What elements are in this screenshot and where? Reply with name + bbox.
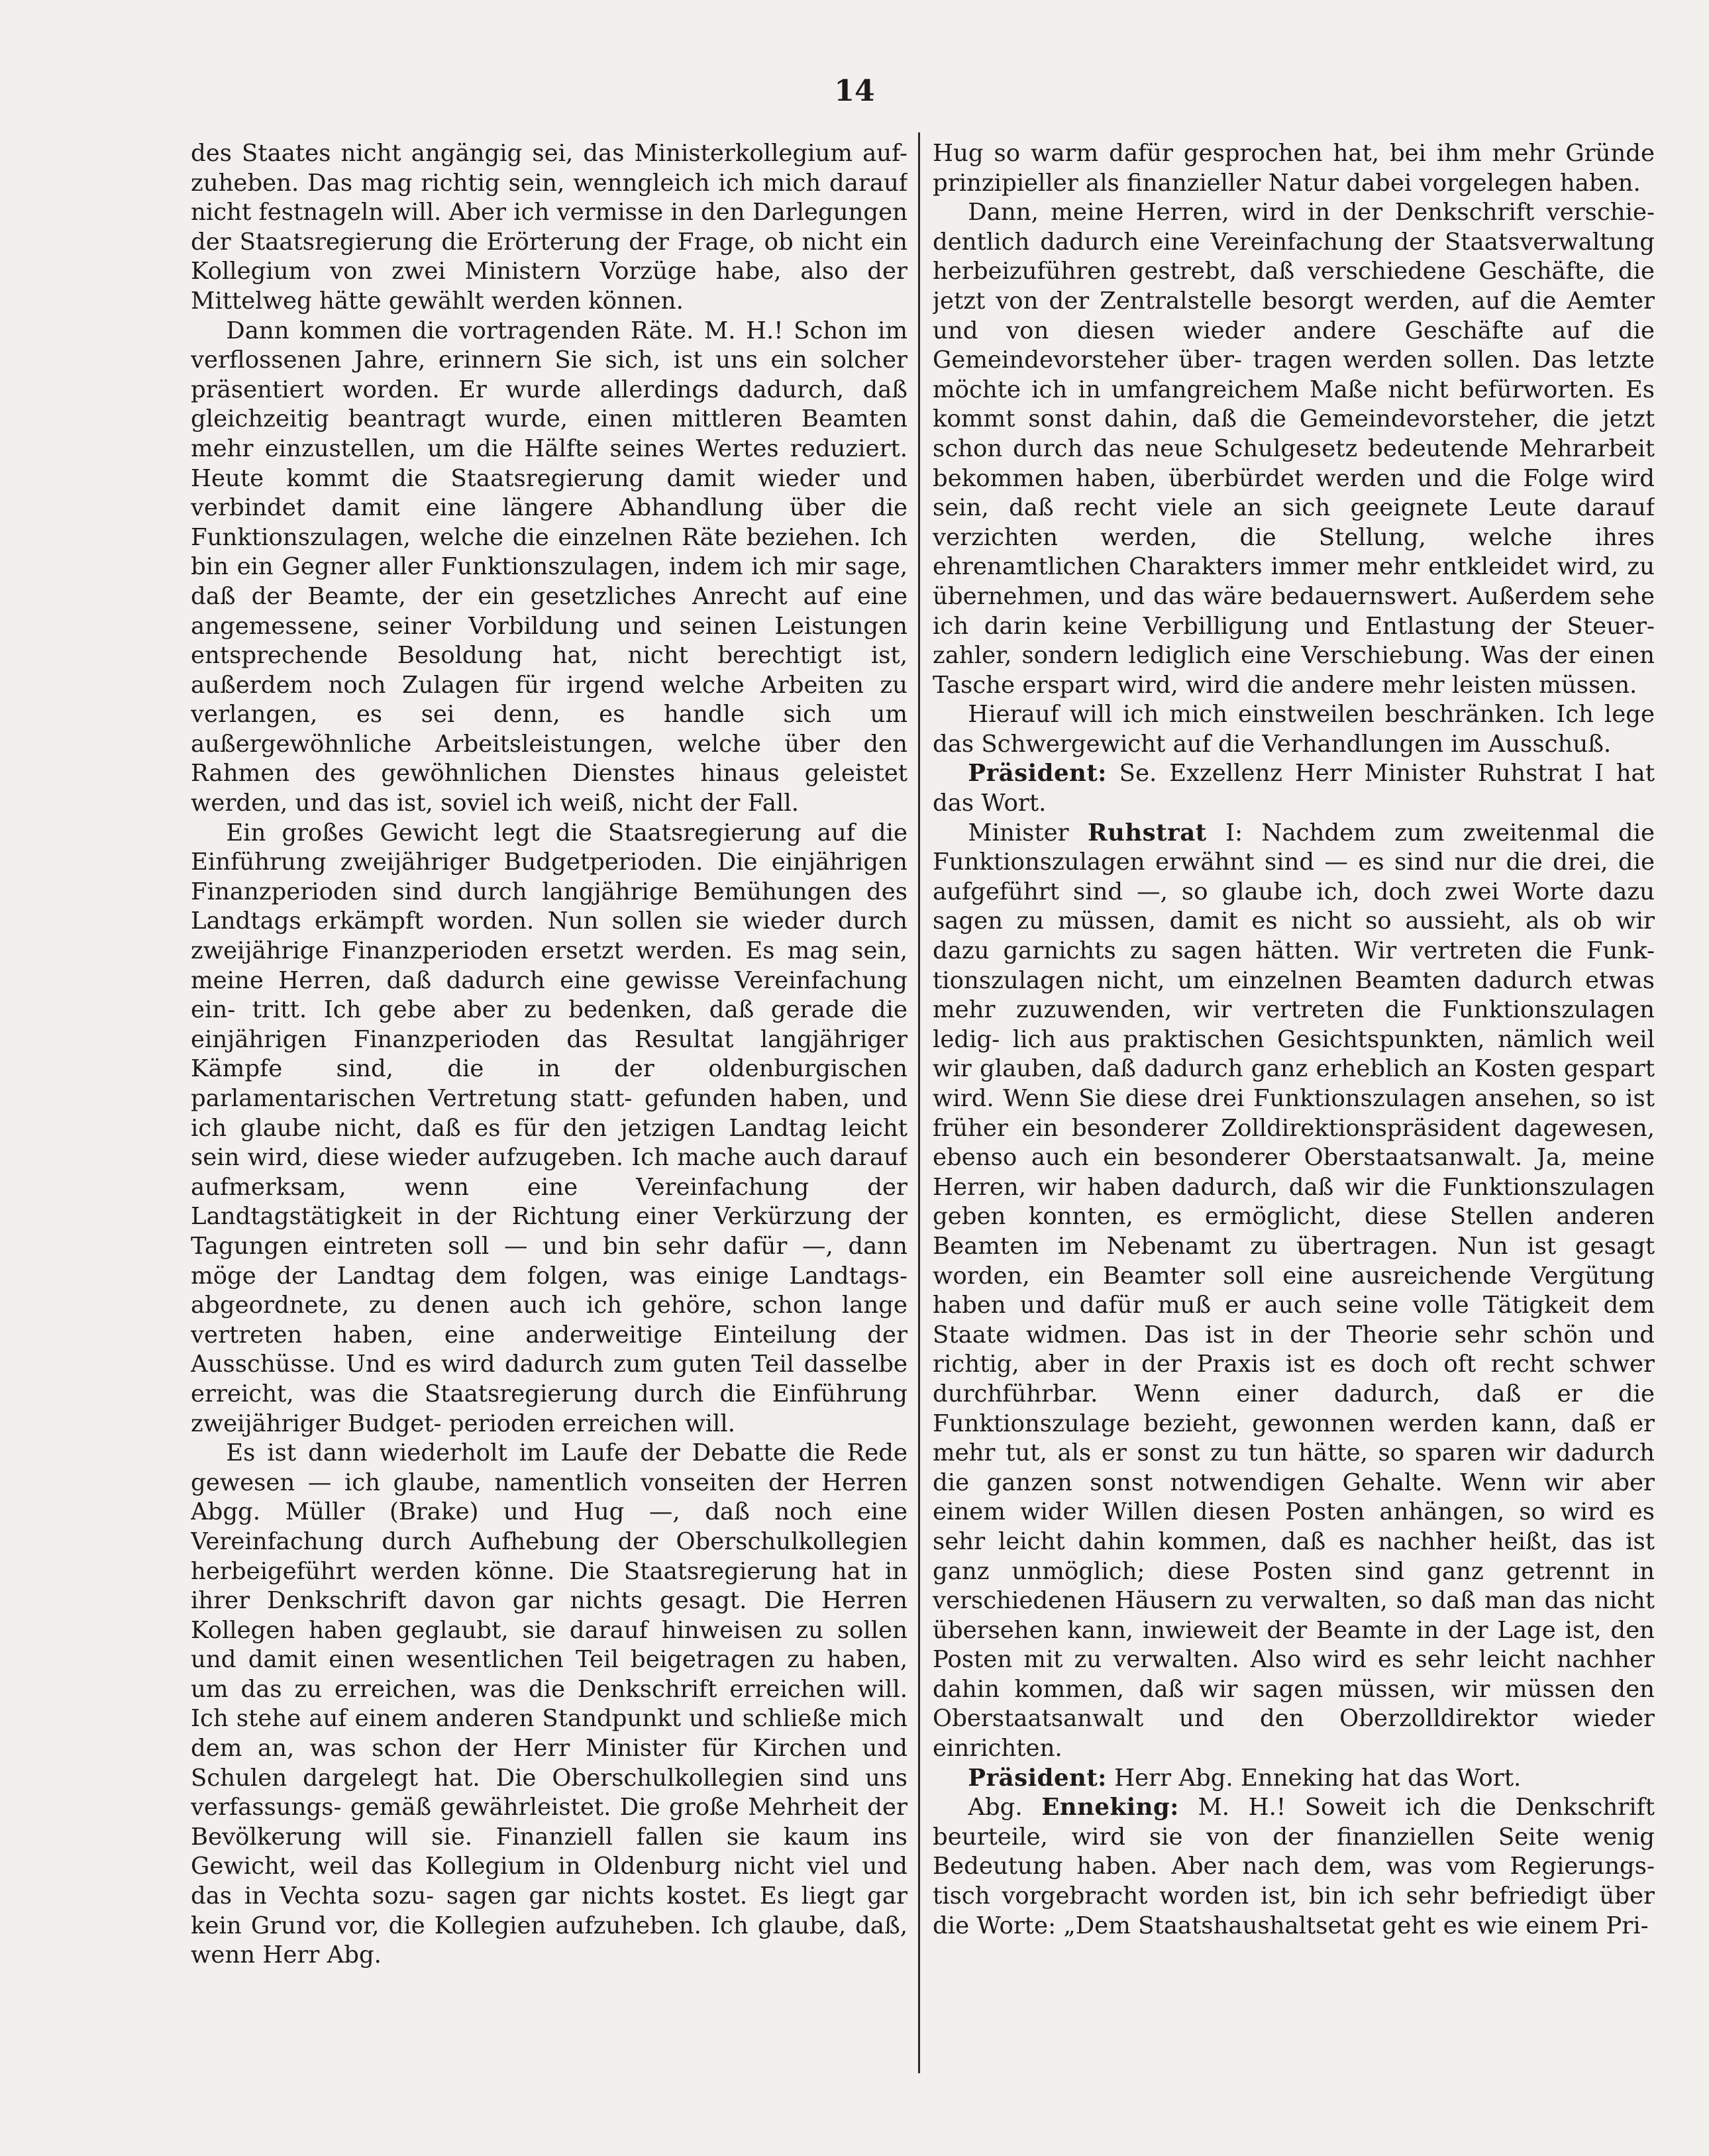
speaker-suffix: I: xyxy=(1225,819,1243,847)
paragraph: Es ist dann wiederholt im Laufe der Debatte die Rede gewesen — ich glaube, namentlich vonseiten der Herren Abgg. Müller (Brake) und Hug —, daß noch eine Vereinfachung durch Aufhebung der Oberschulkollegien herbeigeführt werden könne. Die Staatsregierung hat in ihrer Denkschrift davon gar nichts gesagt. Die Herren Kollegen haben geglaubt, sie darauf hinweisen zu sollen und damit einen wesentlichen Teil beigetragen zu haben, um das zu erreichen, was die Denkschrift erreichen will. Ich stehe auf einem anderen Standpunkt und schließe mich dem an, was schon der Herr Minister für Kirchen und Schulen dargelegt hat. Die Oberschulkollegien sind uns verfassungs- gemäß gewährleistet. Die große Mehrheit der Bevölkerung will sie. Finanziell fallen sie kaum ins Gewicht, weil das Kollegium in Oldenburg nicht viel und das in Vechta sozu- sagen gar nichts kostet. Es liegt gar kein Grund vor, die Kollegien aufzuheben. Ich glaube, daß, wenn Herr Abg. xyxy=(191,1439,907,1969)
paragraph: Hierauf will ich mich einstweilen beschränken. Ich lege das Schwergewicht auf die Verhandlungen im Ausschuß. xyxy=(933,701,1655,758)
speaker-prefix: Abg. xyxy=(968,1794,1023,1822)
column-divider xyxy=(918,132,920,2073)
speaker-prefix: Minister xyxy=(968,819,1069,847)
speech-text: Herr Abg. Enneking hat das Wort. xyxy=(1114,1764,1522,1792)
page-number: 14 xyxy=(834,74,875,108)
speech-text: Nachdem zum zweitenmal die Funktionszulagen erwähnt sind — es sind nur die drei, die aufgeführt sind —, so glaube ich, doch zwei Worte dazu sagen zu müssen, damit es nicht so aussieht, als ob wir dazu garnichts zu sagen hätten. Wir vertreten die Funk- tionszulagen nicht, um einzelnen Beamten dadurch etwas mehr zuzuwenden, wir vertreten die Funktionszulagen ledig- lich aus praktischen Gesichtspunkten, nämlich weil wir glauben, daß dadurch ganz erheblich an Kosten gespart wird. Wenn Sie diese drei Funktionszulagen ansehen, so ist früher ein besonderer Zolldirektionspräsident dagewesen, ebenso auch ein besonderer Oberstaatsanwalt. Ja, meine Herren, wir haben dadurch, daß wir die Funktionszulagen geben konnten, es ermöglicht, diese Stellen anderen Beamten im Nebenamt zu übertragen. Nun ist gesagt worden, ein Beamter soll eine ausreichende Vergütung haben und dafür muß er auch seine volle Tätigkeit dem Staate widmen. Das ist in der Theorie sehr schön und richtig, aber in der Praxis ist es doch oft recht schwer durchführbar. Wenn einer dadurch, daß er die Funktionszulage bezieht, gewonnen werden kann, daß er mehr tut, als er sonst zu tun hätte, so sparen wir dadurch die ganzen sonst notwendigen Gehalte. Wenn wir aber einem wider Willen diesen Posten anhängen, so wird es sehr leicht dahin kommen, daß es nachher heißt, das ist ganz unmöglich; diese Posten sind ganz getrennt in verschiedenen Häusern zu verwalten, so daß man das nicht übersehen kann, inwieweit der Beamte in der Lage ist, den Posten mit zu verwalten. Also wird es sehr leicht nachher dahin kommen, daß wir sagen müssen, wir müssen den Oberstaatsanwalt und den Oberzolldirektor wieder einrichten. xyxy=(933,819,1655,1763)
speech-abg-enneking xyxy=(933,1793,1655,1941)
right-column xyxy=(933,139,1655,2100)
paragraph: Ein großes Gewicht legt die Staatsregierung auf die Einführung zweijähriger Budgetperioden. Die einjährigen Finanzperioden sind durch langjährige Bemühungen des Landtags erkämpft worden. Nun sollen sie wieder durch zweijährige Finanzperioden ersetzt werden. Es mag sein, meine Herren, daß dadurch eine gewisse Vereinfachung ein- tritt. Ich gebe aber zu bedenken, daß gerade die einjährigen Finanzperioden das Resultat langjähriger Kämpfe sind, die in der oldenburgischen parlamentarischen Vertretung statt- gefunden haben, und ich glaube nicht, daß es für den jetzigen Landtag leicht sein wird, diese wieder aufzugeben. Ich mache auch darauf aufmerksam, wenn eine Vereinfachung der Landtagstätigkeit in der Richtung einer Verkürzung der Tagungen eintreten soll — und bin sehr dafür —, dann möge der Landtag dem folgen, was einige Landtags- abgeordnete, zu denen auch ich gehöre, schon lange vertreten haben, eine anderweitige Einteilung der Ausschüsse. Und es wird dadurch zum guten Teil dasselbe erreicht, was die Staatsregierung durch die Einführung zweijähriger Budget- perioden erreichen will. xyxy=(191,819,907,1437)
paragraph: des Staates nicht angängig sei, das Ministerkollegium auf- zuheben. Das mag richtig sein, wenngleich ich mich darauf nicht festnageln will. Aber ich vermisse in den Darlegungen der Staatsregierung die Erörterung der Frage, ob nicht ein Kollegium von zwei Ministern Vorzüge habe, also der Mittelweg hätte gewählt werden können. xyxy=(191,140,907,315)
speaker-label: Ruhstrat xyxy=(1088,819,1207,847)
paragraph: Dann kommen die vortragenden Räte. M. H.! Schon im verflossenen Jahre, erinnern Sie sich, ist uns ein solcher präsentiert worden. Er wurde allerdings dadurch, daß gleichzeitig beantragt wurde, einen mittleren Beamten mehr einzustellen, um die Hälfte seines Wertes reduziert. Heute kommt die Staatsregierung damit wieder und verbindet damit eine längere Abhandlung über die Funktionszulagen, welche die einzelnen Räte beziehen. Ich bin ein Gegner aller Funktionszulagen, indem ich mir sage, daß der Beamte, der ein gesetzliches Anrecht auf eine angemessene, seiner Vorbildung und seinen Leistungen entsprechende Besoldung hat, nicht berechtigt ist, außerdem noch Zulagen für irgend welche Arbeiten zu verlangen, es sei denn, es handle sich um außergewöhnliche Arbeitsleistungen, welche über den Rahmen des gewöhnlichen Dienstes hinaus geleistet werden, und das ist, soviel ich weiß, nicht der Fall. xyxy=(191,317,907,817)
speaker-label: Präsident: xyxy=(968,1764,1107,1792)
paragraph: Dann, meine Herren, wird in der Denkschrift verschie- dentlich dadurch eine Vereinfachung der Staatsverwaltung herbeizuführen gestrebt, daß verschiedene Geschäfte, die jetzt von der Zentralstelle besorgt werden, auf die Aemter und von diesen wieder andere Geschäfte auf die Gemeindevorsteher über- tragen werden sollen. Das letzte möchte ich in umfangreichem Maße nicht befürworten. Es kommt sonst dahin, daß die Gemeindevorsteher, die jetzt schon durch das neue Schulgesetz bedeutende Mehrarbeit bekommen haben, überbürdet werden und die Folge wird sein, daß recht viele an sich geeignete Leute darauf verzichten werden, die Stellung, welche ihres ehrenamtlichen Charakters immer mehr entkleidet wird, zu übernehmen, und das wäre bedauernswert. Außerdem sehe ich darin keine Verbilligung und Entlastung der Steuer- zahler, sondern lediglich eine Verschiebung. Was der einen Tasche erspart wird, wird die andere mehr leisten müssen. xyxy=(933,199,1655,699)
speech-praesident-1 xyxy=(933,759,1655,818)
speech-praesident-2 xyxy=(933,1764,1655,1794)
speaker-label: Enneking: xyxy=(1041,1794,1179,1822)
speech-minister-ruhstrat xyxy=(933,819,1655,1764)
left-column xyxy=(191,139,907,2100)
speaker-label: Präsident: xyxy=(968,760,1107,788)
speech-text: Se. Exzellenz Herr Minister Ruhstrat I hat das Wort. xyxy=(933,760,1655,817)
speech-text: M. H.! Soweit ich die Denkschrift beurteile, wird sie von der finanziellen Seite wenig Bedeutung haben. Aber nach dem, was vom Regierungs- tisch vorgebracht worden ist, bin ich sehr befriedigt über die Worte: „Dem Staatshaushaltsetat geht es wie einem Pri- xyxy=(933,1794,1655,1939)
paragraph: Hug so warm dafür gesprochen hat, bei ihm mehr Gründe prinzipieller als finanzieller Natur dabei vorgelegen haben. xyxy=(933,140,1655,197)
